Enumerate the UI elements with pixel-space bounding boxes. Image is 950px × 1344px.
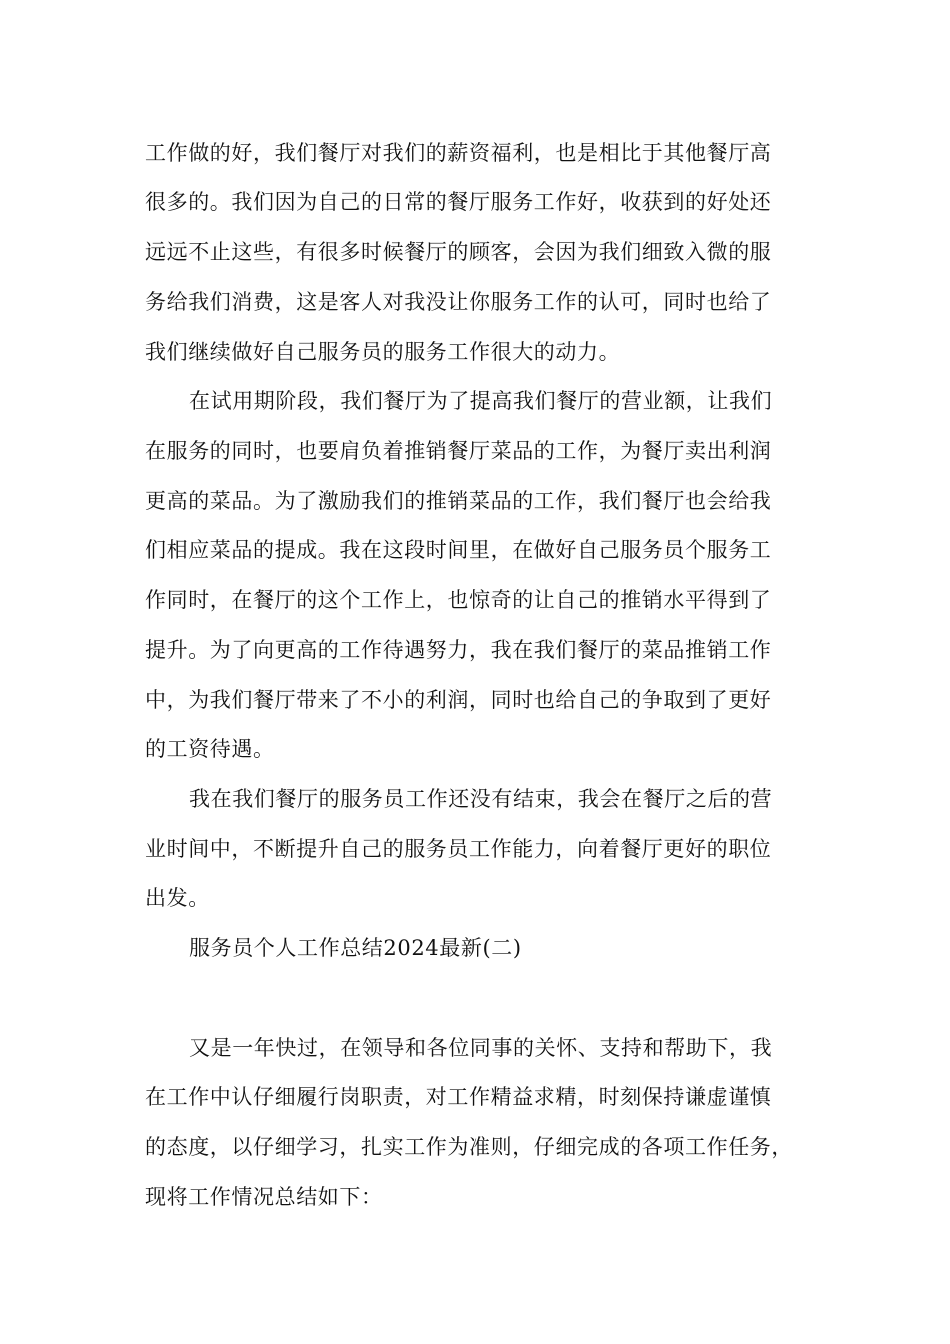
paragraph-4-line-1: 又是一年快过，在领导和各位同事的关怀、支持和帮助下，我 — [189, 1036, 773, 1060]
paragraph-4-line-3: 的态度，以仔细学习，扎实工作为准则，仔细完成的各项工作任务， — [145, 1135, 793, 1159]
paragraph-1-line-3: 远远不止这些，有很多时候餐厅的顾客，会因为我们细致入微的服 — [145, 240, 772, 264]
paragraph-2-line-8: 的工资待遇。 — [145, 737, 275, 761]
paragraph-2-line-1: 在试用期阶段，我们餐厅为了提高我们餐厅的营业额，让我们 — [189, 389, 773, 413]
paragraph-2-line-2: 在服务的同时，也要肩负着推销餐厅菜品的工作，为餐厅卖出利润 — [145, 439, 772, 463]
paragraph-3-line-1: 我在我们餐厅的服务员工作还没有结束，我会在餐厅之后的营 — [189, 787, 773, 811]
paragraph-2-line-6: 提升。为了向更高的工作待遇努力，我在我们餐厅的菜品推销工作 — [145, 638, 772, 662]
paragraph-2-line-4: 们相应菜品的提成。我在这段时间里，在做好自己服务员个服务工 — [145, 538, 772, 562]
section-heading: 服务员个人工作总结2024最新(二) — [189, 936, 522, 960]
paragraph-1-line-5: 我们继续做好自己服务员的服务工作很大的动力。 — [145, 340, 621, 364]
paragraph-4-line-2: 在工作中认仔细履行岗职责，对工作精益求精，时刻保持谦虚谨慎 — [145, 1085, 772, 1109]
paragraph-1-line-4: 务给我们消费，这是客人对我没让你服务工作的认可，同时也给了 — [145, 290, 772, 314]
paragraph-2-line-3: 更高的菜品。为了激励我们的推销菜品的工作，我们餐厅也会给我 — [145, 489, 772, 513]
paragraph-1-line-1: 工作做的好，我们餐厅对我们的薪资福利，也是相比于其他餐厅高 — [145, 141, 772, 165]
paragraph-4-line-4: 现将工作情况总结如下： — [145, 1185, 383, 1209]
paragraph-1-line-2: 很多的。我们因为自己的日常的餐厅服务工作好，收获到的好处还 — [145, 190, 772, 214]
paragraph-3-line-2: 业时间中，不断提升自己的服务员工作能力，向着餐厅更好的职位 — [145, 837, 772, 861]
paragraph-3-line-3: 出发。 — [145, 886, 210, 910]
paragraph-2-line-7: 中，为我们餐厅带来了不小的利润，同时也给自己的争取到了更好 — [145, 688, 772, 712]
paragraph-2-line-5: 作同时，在餐厅的这个工作上，也惊奇的让自己的推销水平得到了 — [145, 588, 772, 612]
